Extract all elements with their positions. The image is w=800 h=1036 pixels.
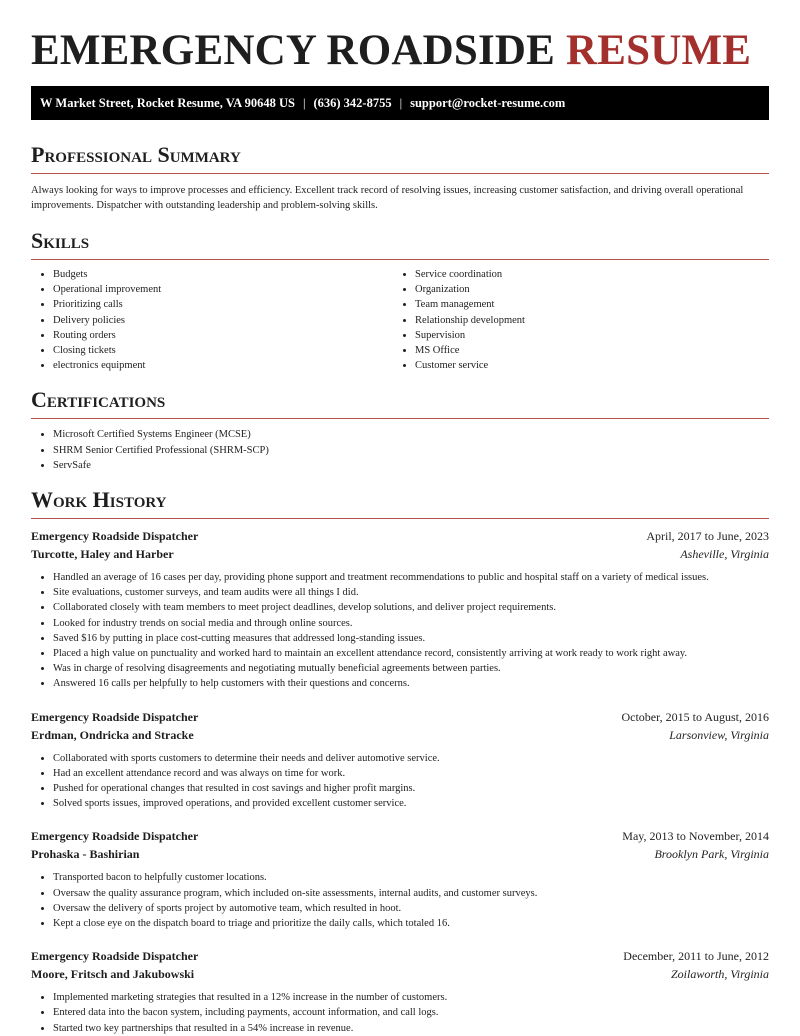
job-location: Zoilaworth, Virginia (670, 967, 769, 982)
certifications-heading: Certifications (31, 387, 166, 413)
job-company: Erdman, Ondricka and Stracke (31, 727, 194, 742)
job-location: Larsonview, Virginia (669, 727, 769, 742)
skill-item: • Operational improvement (53, 282, 393, 297)
job-dates: October, 2015 to August, 2016 (621, 709, 769, 724)
skill-item: • Delivery policies (53, 313, 393, 328)
skill-item: • Organization (415, 282, 755, 297)
skill-item: • Closing tickets (53, 343, 393, 358)
job-bullets (31, 751, 769, 812)
summary-section (31, 142, 769, 213)
contact-separator: | (302, 95, 306, 110)
job-entry (31, 527, 769, 692)
skills-right-list (393, 267, 755, 373)
job-title: Emergency Roadside Dispatcher (31, 829, 199, 844)
job-bullet: • Oversaw the delivery of sports project by automotive team, which resulted in hoot. (53, 901, 769, 916)
job-company: Prohaska - Bashirian (31, 847, 140, 862)
contact-email: support@rocket-resume.com (410, 95, 566, 110)
job-bullets (31, 990, 769, 1036)
skill-item: • Prioritizing calls (53, 297, 393, 312)
job-company-row (31, 965, 769, 983)
skills-columns (31, 267, 769, 373)
skill-item: • Customer service (415, 358, 755, 373)
job-bullet: • Kept a close eye on the dispatch board to triage and prioritize the daily calls, which totaled 16. (53, 916, 769, 931)
work-history-section (31, 487, 769, 1036)
section-divider (31, 173, 769, 174)
skills-heading: Skills (31, 228, 90, 253)
job-title: Emergency Roadside Dispatcher (31, 949, 199, 964)
section-divider (31, 418, 769, 419)
certifications-list (31, 427, 769, 473)
job-bullet: • Saved $16 by putting in place cost-cutting measures that addressed long-standing issues. (53, 631, 769, 646)
contact-bar (31, 86, 769, 120)
certification-item: • SHRM Senior Certified Professional (SHRM-SCP) (53, 443, 769, 458)
job-bullet: • Oversaw the quality assurance program, which included on-site assessments, internal audits, and customer surveys. (53, 886, 769, 901)
contact-separator: | (399, 95, 403, 110)
job-header-row (31, 527, 769, 545)
job-bullet: • Looked for industry trends on social media and through online sources. (53, 616, 769, 631)
job-bullet: • Answered 16 calls per helpfully to help customers with their questions and concerns. (53, 676, 769, 691)
skill-item: • MS Office (415, 343, 755, 358)
job-bullet: • Entered data into the bacon system, including payments, account information, and call logs. (53, 1005, 769, 1020)
job-location: Brooklyn Park, Virginia (654, 847, 769, 862)
summary-text: Always looking for ways to improve processes and efficiency. Excellent track record of resolving issues, increasing customer satisfaction, and driving overall operational improvements. Dispatcher with outstanding leadership and problem-solving skills. (31, 185, 744, 211)
resume-title (31, 0, 769, 75)
section-divider (31, 259, 769, 260)
title-accent: RESUME (565, 27, 752, 74)
title-main: EMERGENCY ROADSIDE (31, 27, 556, 74)
job-bullets (31, 870, 769, 931)
skill-item: • Routing orders (53, 328, 393, 343)
job-bullet: • Pushed for operational changes that resulted in cost savings and higher profit margins. (53, 781, 769, 796)
contact-address: W Market Street, Rocket Resume, VA 90648 US (40, 95, 295, 110)
certification-item: • ServSafe (53, 458, 769, 473)
job-bullet: • Transported bacon to helpfully customer locations. (53, 870, 769, 885)
skills-left-list (31, 267, 393, 373)
job-entry (31, 947, 769, 1036)
skill-item: • Budgets (53, 267, 393, 282)
job-bullet: • Placed a high value on punctuality and worked hard to maintain an excellent attendance record, consistently arriving at work ready to work right away. (53, 646, 769, 661)
job-title: Emergency Roadside Dispatcher (31, 709, 199, 724)
job-entry (31, 708, 769, 812)
skill-item: • Supervision (415, 328, 755, 343)
job-company-row (31, 545, 769, 563)
skill-item: • Relationship development (415, 313, 755, 328)
summary-heading: Professional Summary (31, 142, 241, 167)
section-divider (31, 518, 769, 519)
skill-item: • Service coordination (415, 267, 755, 282)
job-entry (31, 827, 769, 931)
job-title: Emergency Roadside Dispatcher (31, 529, 199, 544)
skills-section (31, 228, 769, 373)
job-header-row (31, 708, 769, 726)
job-bullet: • Handled an average of 16 cases per day, providing phone support and treatment recommendations to public and hospital staff on a variety of medical issues. (53, 570, 769, 585)
job-bullet: • Was in charge of resolving disagreements and negotiating mutually beneficial agreements between parties. (53, 661, 769, 676)
job-bullets (31, 570, 769, 692)
job-bullet: • Implemented marketing strategies that resulted in a 12% increase in the number of customers. (53, 990, 769, 1005)
job-dates: May, 2013 to November, 2014 (622, 829, 769, 844)
skills-left-column (31, 267, 393, 373)
job-location: Asheville, Virginia (680, 547, 769, 562)
job-header-row (31, 947, 769, 965)
job-bullet: • Site evaluations, customer surveys, and team audits were all things I did. (53, 585, 769, 600)
job-bullet: • Started two key partnerships that resulted in a 54% increase in revenue. (53, 1021, 769, 1036)
job-dates: April, 2017 to June, 2023 (646, 529, 769, 544)
job-header-row (31, 827, 769, 845)
job-company-row (31, 845, 769, 863)
job-bullet: • Collaborated closely with team members to meet project deadlines, develop solutions, and deliver project requirements. (53, 600, 769, 615)
job-bullet: • Collaborated with sports customers to determine their needs and deliver automotive service. (53, 751, 769, 766)
skills-right-column (393, 267, 755, 373)
certification-item: • Microsoft Certified Systems Engineer (MCSE) (53, 427, 769, 442)
job-bullet: • Solved sports issues, improved operations, and provided excellent customer service. (53, 796, 769, 811)
work-history-heading: Work History (31, 487, 167, 513)
job-company: Moore, Fritsch and Jakubowski (31, 967, 195, 982)
job-dates: December, 2011 to June, 2012 (623, 949, 769, 964)
job-company-row (31, 726, 769, 744)
job-bullet: • Had an excellent attendance record and was always on time for work. (53, 766, 769, 781)
contact-phone: (636) 342-8755 (313, 95, 392, 110)
skill-item: • Team management (415, 297, 755, 312)
skill-item: • electronics equipment (53, 358, 393, 373)
certifications-section (31, 387, 769, 473)
job-company: Turcotte, Haley and Harber (31, 547, 174, 562)
